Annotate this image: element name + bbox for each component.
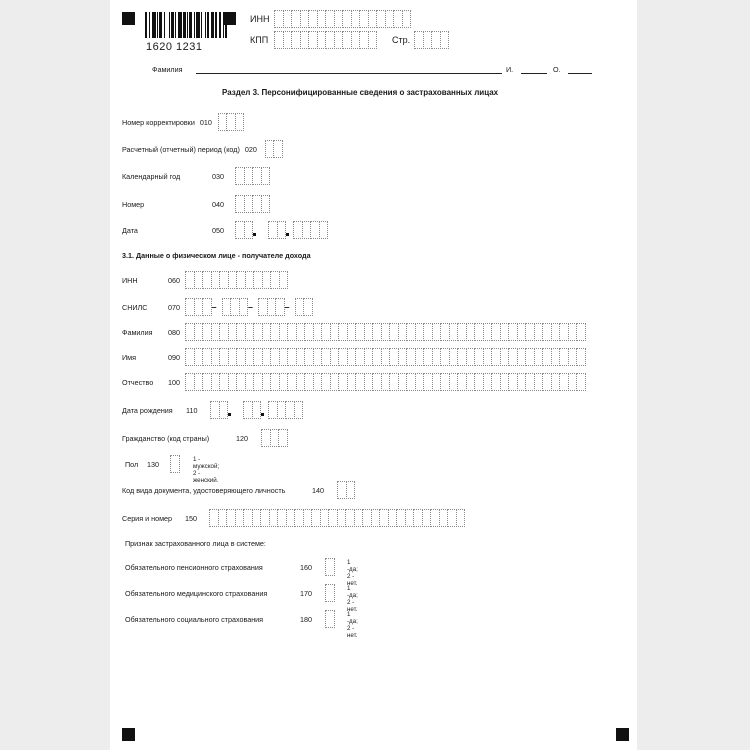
first-name-cells[interactable] — [185, 348, 585, 366]
field-code: 060 — [168, 275, 180, 285]
yes-no-note — [347, 585, 358, 613]
field-160 — [125, 557, 358, 587]
note-line: 2 - нет. — [347, 599, 358, 613]
initial-o-line[interactable] — [568, 73, 592, 74]
input-cell[interactable] — [325, 584, 335, 602]
field-label: Фамилия — [122, 327, 153, 337]
field-code: 070 — [168, 302, 180, 312]
snils-dash: – — [211, 302, 217, 312]
field-020 — [122, 139, 282, 159]
corner-marker-top-left — [122, 12, 135, 25]
note-line: 1 -да; — [347, 585, 358, 599]
input-cell[interactable] — [368, 31, 378, 49]
field-code: 170 — [300, 588, 312, 598]
citizenship-cells[interactable] — [261, 429, 287, 447]
field-label: Отчество — [122, 377, 154, 387]
series-number-cells[interactable] — [209, 509, 464, 527]
field-code: 020 — [244, 144, 257, 154]
birth-month-cells[interactable] — [243, 401, 260, 419]
snils-part-4[interactable] — [295, 298, 312, 316]
input-cell[interactable] — [576, 323, 586, 341]
field-code: 110 — [186, 405, 198, 415]
snils-part-3[interactable] — [258, 298, 284, 316]
field-150 — [122, 508, 197, 528]
field-code: 160 — [300, 562, 312, 572]
field-code: 140 — [312, 485, 324, 495]
field-label: Гражданство (код страны) — [122, 433, 210, 443]
subsection-title: 3.1. Данные о физическом лице - получателе дохода — [122, 251, 311, 260]
field-label: Обязательного пенсионного страхования — [125, 562, 263, 572]
field-label: Номер корректировки — [122, 117, 195, 127]
input-cell[interactable] — [456, 509, 466, 527]
input-cell[interactable] — [402, 10, 412, 28]
field-code: 050 — [212, 225, 224, 235]
input-cell[interactable] — [325, 558, 335, 576]
header-page-cells[interactable] — [414, 31, 448, 49]
field-label: Обязательного медицинского страхования — [125, 588, 268, 598]
barcode-number: 1620 1231 — [146, 41, 203, 53]
input-cell[interactable] — [278, 429, 288, 447]
note-line: 2 - нет. — [347, 573, 358, 587]
input-cell[interactable] — [261, 195, 271, 213]
initial-i-label: И. — [506, 65, 514, 74]
field-100 — [122, 372, 180, 392]
surname-label: Фамилия — [152, 65, 183, 74]
birth-year-cells[interactable] — [268, 401, 302, 419]
field-code: 120 — [236, 433, 248, 443]
correction-number-cells[interactable] — [218, 113, 244, 131]
snils-part-2[interactable] — [222, 298, 248, 316]
input-cell[interactable] — [576, 348, 586, 366]
patronymic-cells[interactable] — [185, 373, 585, 391]
field-label: Расчетный (отчетный) период (код) — [122, 144, 240, 154]
field-label: СНИЛС — [122, 302, 148, 312]
header-kpp-cells[interactable] — [274, 31, 376, 49]
input-cell[interactable] — [273, 140, 283, 158]
field-code: 030 — [212, 171, 224, 181]
field-140 — [122, 480, 324, 500]
field-130 — [125, 454, 220, 484]
field-070 — [122, 297, 290, 317]
field-label: Дата — [122, 225, 138, 235]
field-110 — [122, 400, 198, 420]
field-code: 040 — [212, 199, 224, 209]
field-code: 100 — [168, 377, 180, 387]
input-cell[interactable] — [170, 455, 180, 473]
input-cell[interactable] — [319, 221, 329, 239]
day-cells[interactable] — [235, 221, 252, 239]
corner-marker-bottom-left — [122, 728, 135, 741]
period-code-cells[interactable] — [265, 140, 282, 158]
section-title: Раздел 3. Персонифицированные сведения о застрахованных лицах — [222, 88, 499, 97]
kpp-label: КПП — [250, 35, 269, 45]
field-label: Имя — [122, 352, 136, 362]
field-050 — [122, 220, 224, 240]
person-inn-cells[interactable] — [185, 271, 287, 289]
insurance-title: Признак застрахованного лица в системе: — [125, 539, 266, 548]
input-cell[interactable] — [440, 31, 450, 49]
field-label: Пол — [125, 459, 139, 469]
gender-note-line: 2 - женский. — [193, 470, 219, 484]
field-code: 180 — [300, 614, 312, 624]
input-cell[interactable] — [294, 401, 304, 419]
field-code: 130 — [147, 459, 159, 469]
medical-insurance-cell[interactable] — [325, 584, 334, 602]
month-cells[interactable] — [268, 221, 285, 239]
field-label: Серия и номер — [122, 513, 173, 523]
snils-dash: – — [284, 302, 290, 312]
field-080 — [122, 322, 180, 342]
field-060 — [122, 270, 180, 290]
input-cell[interactable] — [279, 271, 289, 289]
field-030 — [122, 166, 224, 186]
field-label: Код вида документа, удостоверяющего личность — [122, 485, 286, 495]
note-line: 1 -да; — [347, 611, 358, 625]
field-label: Календарный год — [122, 171, 181, 181]
calendar-year-cells[interactable] — [235, 167, 269, 185]
inn-label: ИНН — [250, 14, 270, 24]
snils-dash: – — [247, 302, 253, 312]
corner-marker-bottom-right — [616, 728, 629, 741]
field-label: Номер — [122, 199, 145, 209]
field-180 — [125, 609, 358, 639]
page-label: Стр. — [392, 35, 411, 45]
gender-cell[interactable] — [170, 455, 179, 473]
input-cell[interactable] — [576, 373, 586, 391]
field-090 — [122, 347, 180, 367]
yes-no-note — [347, 611, 358, 639]
social-insurance-cell[interactable] — [325, 610, 334, 628]
input-cell[interactable] — [346, 481, 356, 499]
note-line: 2 - нет. — [347, 625, 358, 639]
surname-cells[interactable] — [185, 323, 585, 341]
field-code: 150 — [185, 513, 197, 523]
number-cells[interactable] — [235, 195, 269, 213]
pension-insurance-cell[interactable] — [325, 558, 334, 576]
year-cells[interactable] — [293, 221, 327, 239]
field-label: Дата рождения — [122, 405, 173, 415]
field-label: ИНН — [122, 275, 138, 285]
date-dot — [260, 401, 266, 419]
surname-line[interactable] — [196, 73, 502, 74]
field-040 — [122, 194, 224, 214]
input-cell[interactable] — [235, 113, 245, 131]
barcode — [145, 12, 229, 38]
snils-part-1[interactable] — [185, 298, 211, 316]
input-cell[interactable] — [261, 167, 271, 185]
birth-day-cells[interactable] — [210, 401, 227, 419]
field-170 — [125, 583, 358, 613]
gender-note-line: 1 - мужской; — [193, 456, 220, 470]
field-code: 080 — [168, 327, 180, 337]
date-dot — [252, 221, 258, 239]
date-dot — [285, 221, 291, 239]
snils-cells[interactable] — [185, 298, 312, 316]
document-code-cells[interactable] — [337, 481, 354, 499]
note-line: 1 -да; — [347, 559, 358, 573]
field-label: Обязательного социального страхования — [125, 614, 264, 624]
yes-no-note — [347, 559, 358, 587]
date-dot — [227, 401, 233, 419]
input-cell[interactable] — [303, 298, 313, 316]
field-code: 090 — [168, 352, 180, 362]
initial-o-label: О. — [553, 65, 561, 74]
birth-date-cells[interactable] — [210, 401, 302, 419]
date-cells[interactable] — [235, 221, 327, 239]
field-code: 010 — [199, 117, 212, 127]
input-cell[interactable] — [325, 610, 335, 628]
header-inn-cells[interactable] — [274, 10, 410, 28]
field-010 — [122, 112, 243, 132]
initial-i-line[interactable] — [521, 73, 547, 74]
field-120 — [122, 428, 248, 448]
